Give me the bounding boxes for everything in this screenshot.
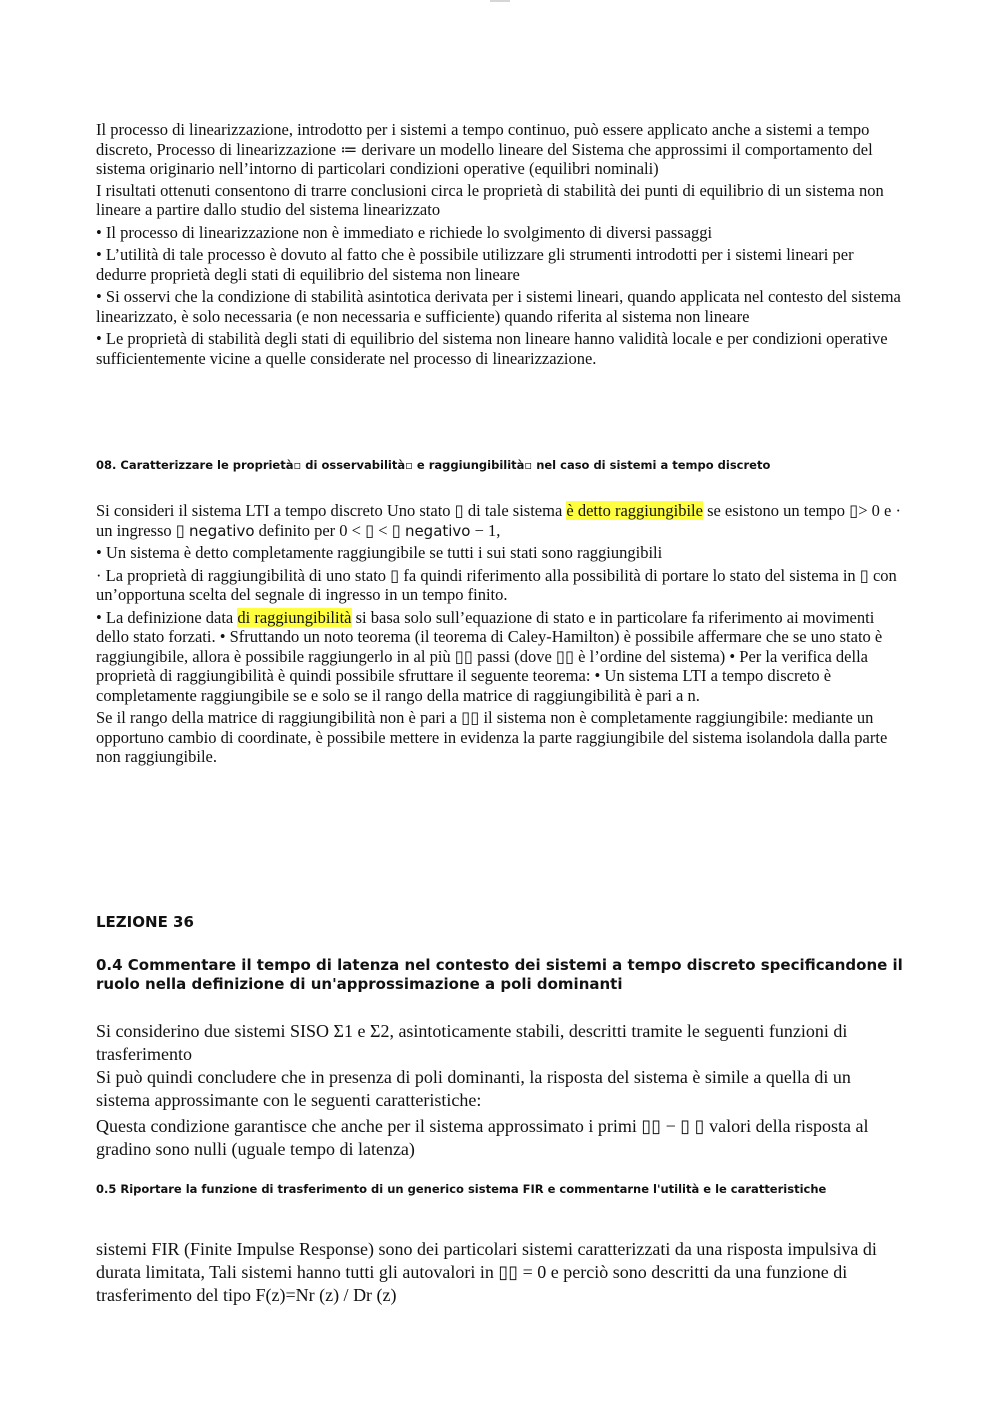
paragraph: sistemi FIR (Finite Impulse Response) sono dei particolari sistemi caratterizzati da una risposta impulsiva di durata limitata, Tali sistemi hanno tutti gli autovalori in ▯▯ = 0 e perciò sono descritti da una funzione di trasferimento del tipo F(z)=Nr (z) / Dr (z) [96,1239,877,1305]
text-run: se esistono un tempo ▯> 0 e · un ingresso ▯ [96,501,901,540]
page-header-mark [490,0,510,2]
math-text: negativo [188,521,255,540]
highlighted-text: di raggiungibilità [237,607,352,627]
bullet-item: • Il processo di linearizzazione non è immediato e richiede lo svolgimento di diversi passaggi [96,222,713,242]
bullet-item: • Le proprietà di stabilità degli stati di equilibrio del sistema non lineare hanno validità locale e per condizioni operative sufficientemente vicine a quelle considerate nel processo di linearizzazione. [96,329,888,368]
reachability-section [96,501,904,767]
linearization-section [96,120,904,368]
paragraph: Questa condizione garantisce che anche per il sistema approssimato i primi ▯▯ − ▯ ▯ valori della risposta al gradino sono nulli (uguale tempo di latenza) [96,1116,869,1159]
paragraph: I risultati ottenuti consentono di trarre conclusioni circa le proprietà di stabilità dei punti di equilibrio di un sistema non lineare a partire dallo studio del sistema linearizzato [96,180,884,219]
text-run: Si consideri il sistema LTI a tempo discreto Uno stato ▯ di tale sistema [96,501,567,520]
bullet-item: · La proprietà di raggiungibilità di uno stato ▯ fa quindi riferimento alla possibilità di portare lo stato del sistema in ▯ con un’opportuna scelta del segnale di ingresso in un tempo finito. [96,565,897,604]
highlighted-text: è detto raggiungibile [566,501,703,520]
text-run: definito per 0 < ▯ < ▯ [254,520,405,540]
text-run: • La definizione data [96,607,238,627]
bullet-item: • Si osservi che la condizione di stabilità asintotica derivata per i sistemi lineari, quando applicata nel contesto del sistema linearizzato, è solo necessaria (e non necessaria e sufficiente) quando riferita al sistema non lineare [96,287,901,326]
latency-section [96,1020,904,1161]
paragraph: Se il rango della matrice di raggiungibilità non è pari a ▯▯ il sistema non è completamente raggiungibile: mediante un opportuno cambio di coordinate, è possibile mettere in evidenza la parte raggiungibile del sistema isolandola dalla parte non raggiungibile. [96,708,888,766]
paragraph [96,501,904,541]
paragraph: Il processo di linearizzazione, introdotto per i sistemi a tempo continuo, può essere applicato anche a sistemi a tempo discreto, Processo di linearizzazione ≔ derivare un modello lineare del Sistema che approssimi il comportamento del sistema originario nell’intorno di particolari condizioni operative (equilibri nominali) [96,120,873,178]
math-text: negativo [404,521,471,540]
fir-section [96,1238,904,1307]
question-heading: 0.5 Riportare la funzione di trasferimento di un generico sistema FIR e commentarne l'utilità e le caratteristiche [96,1182,827,1196]
text-run: − 1, [470,520,501,540]
paragraph: Si può quindi concludere che in presenza di poli dominanti, la risposta del sistema è simile a quella di un sistema approssimante con le seguenti caratteristiche: [96,1067,851,1110]
text-run: si basa solo sull’equazione di stato e in particolare fa riferimento ai movimenti dello stato forzati. • Sfruttando un noto teorema (il teorema di Caley-Hamilton) è possibile affermare che se uno stato è raggiungibile, allora è possibile raggiungerlo in al più ▯▯ passi (dove ▯▯ è l’ordine del sistema) • Per la verifica della proprietà di raggiungibilità è quindi possibile sfruttare il seguente teorema: • Un sistema LTI a tempo discreto è completamente raggiungibile se e solo se il rango della matrice di raggiungibilità è pari a n. [96,607,883,705]
paragraph: Si considerino due sistemi SISO Σ1 e Σ2, asintoticamente stabili, descritti tramite le seguenti funzioni di trasferimento [96,1021,848,1064]
bullet-item: • Un sistema è detto completamente raggiungibile se tutti i sui stati sono raggiungibili [96,543,663,562]
paragraph [96,608,904,706]
section-heading: 08. Caratterizzare le proprietà▫ di osservabilità▫ e raggiungibilità▫ nel caso di sistemi a tempo discreto [96,458,771,472]
bullet-item: • L’utilità di tale processo è dovuto al fatto che è possibile utilizzare gli strumenti introdotti per i sistemi lineari per dedurre proprietà degli stati di equilibrio del sistema non lineare [96,245,854,284]
question-heading: 0.4 Commentare il tempo di latenza nel contesto dei sistemi a tempo discreto specificandone il ruolo nella definizione di un'approssimazione a poli dominanti [96,956,903,993]
lesson-title: LEZIONE 36 [96,913,194,931]
